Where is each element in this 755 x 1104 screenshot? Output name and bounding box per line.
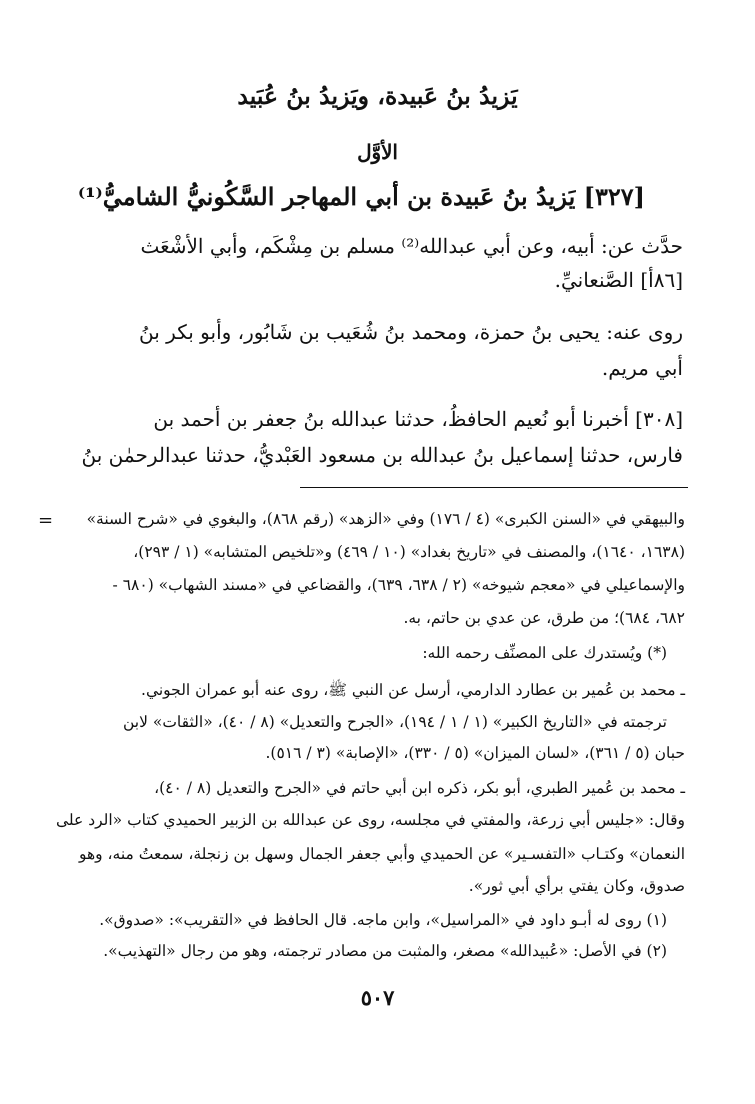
footnote-line: (١٦٣٨، ١٦٤٠)، والمصنف في «تاريخ بغداد» (١٠ / ٤٦٩) و«تلخيص المتشابه» (١ / ٢٩٣)، [133, 543, 685, 561]
footnote-line: (١) روى له أبـو داود في «المراسيل»، وابن ماجه. قال الحافظ في «التقريب»: «صدوق». [99, 911, 667, 929]
section-subtitle: الأوَّل [357, 140, 398, 164]
page-number: ٥٠٧ [360, 985, 395, 1010]
footnote-line: صدوق، وكان يفتي برأي أبي ثور». [468, 877, 685, 895]
continuation-mark: = [38, 510, 54, 531]
footnote-line: (٢) في الأصل: «عُبيدالله» مصغر، والمثبت من مصادر ترجمته، وهو من رجال «التهذيب». [103, 942, 667, 960]
footnote-line: وقال: «جليس أبي زرعة، والمفتي في مجلسه، روى عن عبدالله بن الزبير الحميدي كتاب «الرد على [55, 811, 685, 829]
body-line: روى عنه: يحيى بنُ حمزة، ومحمد بنُ شُعَيب بن شَابُور، وأبو بكر بنُ [139, 320, 683, 344]
footnote-line: النعمان» وكتـاب «التفسـير» عن الحميدي وأبي جعفر الجمال وسهل بن زنجلة، سمعتُ منه، وهو [78, 845, 685, 863]
body-line: حدَّث عن: أبيه، وعن أبي عبدالله⁽²⁾ مسلم بن مِشْكَم، وأبي الأشْعَث [140, 234, 683, 258]
footnote-line: ـ محمد بن عُمير بن عطارد الدارمي، أرسل عن النبي ﷺ، روى عنه أبو عمران الجوني. [141, 681, 685, 699]
footnote-line: ترجمته في «التاريخ الكبير» (١ / ١ / ١٩٤)، «الجرح والتعديل» (٨ / ٤٠)، «الثقات» لابن [122, 713, 667, 731]
footnote-line: (*) ويُستدرك على المصنِّف رحمه الله: [422, 644, 667, 662]
body-line: فارس، حدثنا إسماعيل بنُ عبدالله بن مسعود العَبْديُّ، حدثنا عبدالرحمٰن بنُ [81, 443, 683, 467]
footnote-divider [300, 487, 688, 488]
chapter-title: يَزيدُ بنُ عَبيدة، ويَزيدُ بنُ عُبَيد [237, 82, 518, 110]
body-line: [٣٠٨] أخبرنا أبو نُعيم الحافظُ، حدثنا عبدالله بنُ جعفر بن أحمد بن [153, 407, 683, 431]
footnote-line: حبان (٥ / ٣٦١)، «لسان الميزان» (٥ / ٣٣٠)، «الإصابة» (٣ / ٥١٦). [265, 744, 685, 762]
footnote-line: والإسماعيلي في «معجم شيوخه» (٢ / ٦٣٨، ٦٣٩)، والقضاعي في «مسند الشهاب» (٦٨٠ - [112, 576, 685, 594]
body-line: أبي مريم. [601, 356, 683, 380]
entry-heading: [٣٢٧] يَزيدُ بنُ عَبيدة بن أبي المهاجر السَّكُونيُّ الشاميُّ⁽¹⁾ [77, 182, 645, 211]
footnote-line: والبيهقي في «السنن الكبرى» (٤ / ١٧٦) وفي «الزهد» (رقم ٨٦٨)، والبغوي في «شرح السنة» [86, 510, 685, 528]
body-line: [٨٦أ] الصَّنعانيِّ. [554, 268, 683, 292]
footnote-line: ـ محمد بن عُمير الطبري، أبو بكر، ذكره ابن أبي حاتم في «الجرح والتعديل (٨ / ٤٠)، [154, 779, 685, 797]
footnote-line: ٦٨٢، ٦٨٤)؛ من طرق، عن عدي بن حاتم، به. [403, 609, 685, 627]
